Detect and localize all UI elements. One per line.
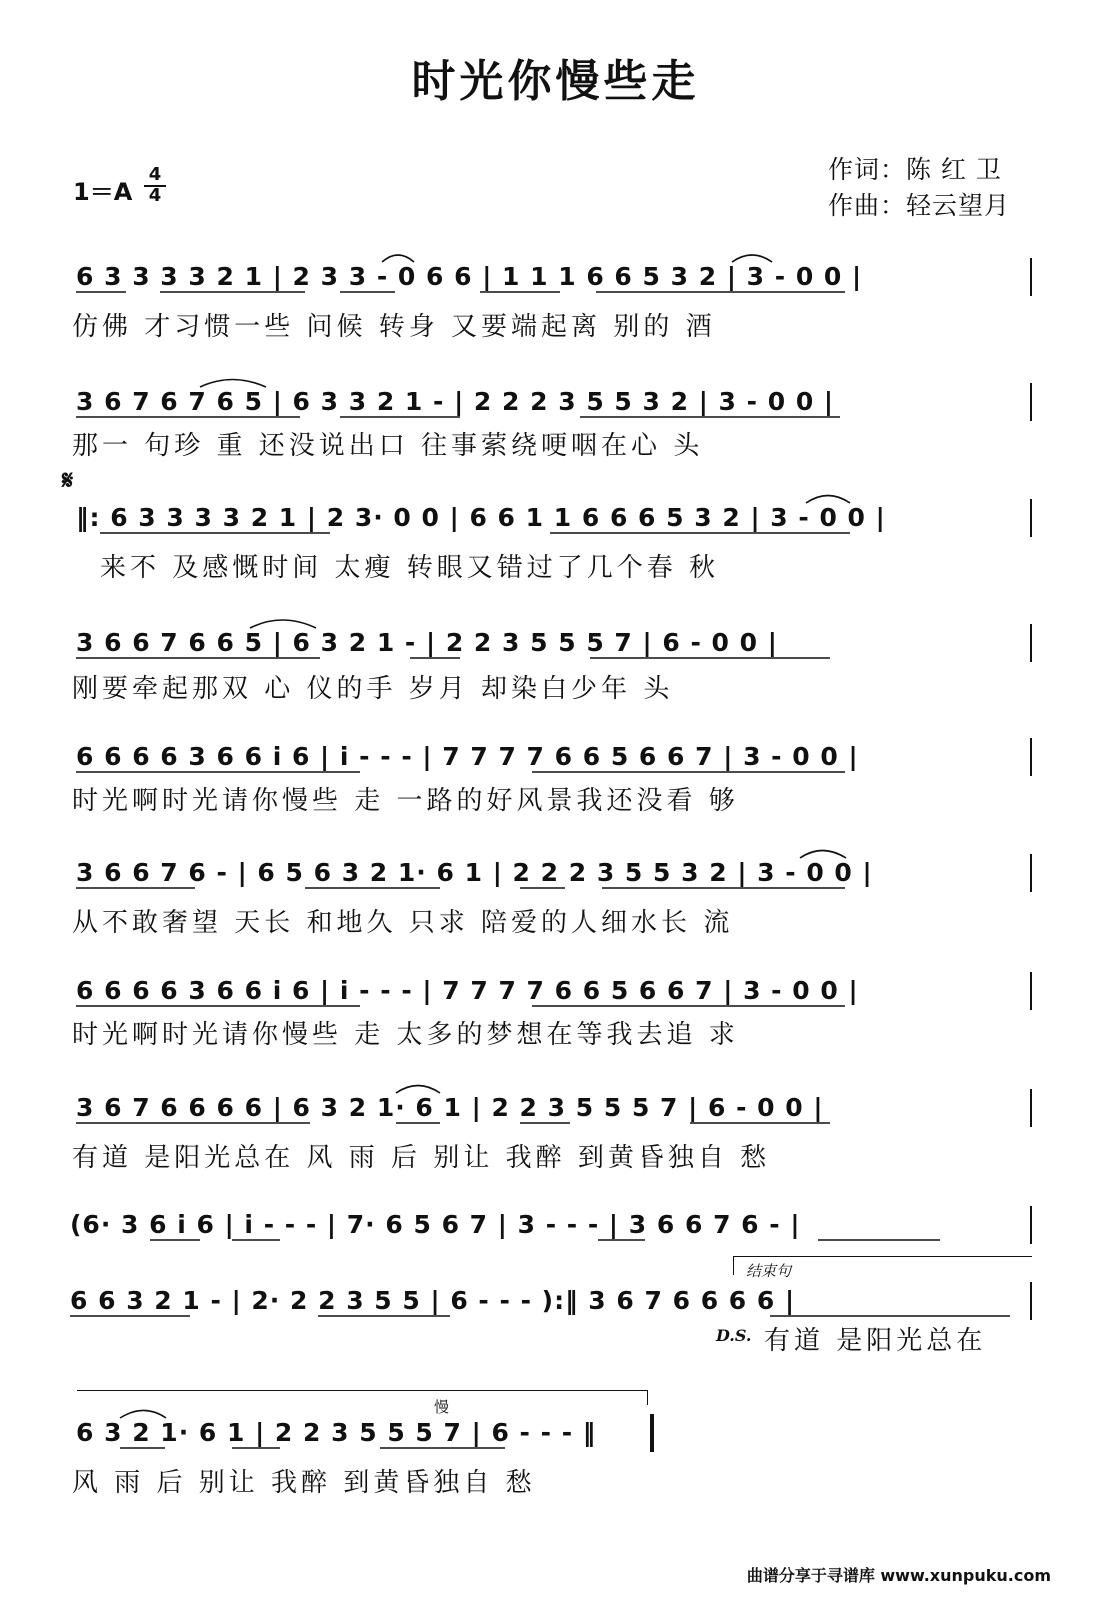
lyricist-credit: 作词：陈 红 卫 (828, 155, 1002, 184)
lyrics-row-7: 时光啊时光请你慢些 走 太多的梦想在等我去追 求 (72, 1020, 739, 1050)
lyrics-row-1: 仿佛 才习惯一些 问候 转身 又要端起离 别的 酒 (72, 312, 716, 342)
notation-row-3: ‖: 6 3 3 3 3 2 1 | 2 3· 0 0 | 6 6 1 1 6 6 6 5 3 2 | 3 - 0 0 | (76, 503, 886, 532)
slurs (120, 255, 850, 1418)
notation-row-1: 6 3 3 3 3 2 1 | 2 3 3 - 0 6 6 | 1 1 1 6 6 5 3 2 | 3 - 0 0 | (76, 262, 863, 291)
lyrics-row-6: 从不敢奢望 天长 和地久 只求 陪爱的人细水长 流 (72, 908, 734, 938)
underlines (70, 292, 1010, 1448)
tempo-slow-mark: 慢 (434, 1398, 450, 1416)
ending-label: 结束句 (746, 1262, 792, 1280)
notation-row-6: 3 6 6 7 6 - | 6 5 6 3 2 1· 6 1 | 2 2 2 3 5 5 3 2 | 3 - 0 0 | (76, 858, 873, 887)
notation-row-11: 6 3 2 1· 6 1 | 2 2 3 5 5 5 7 | 6 - - - ‖ (76, 1418, 597, 1447)
notation-row-7: 6 6 6 6 3 6 6 i 6 | i - - - | 7 7 7 7 6 6 5 6 6 7 | 3 - 0 0 | (76, 976, 859, 1005)
lyrics-row-10: 有道 是阳光总在 (764, 1326, 987, 1356)
lyrics-row-2: 那一 句珍 重 还没说出口 往事萦绕哽咽在心 头 (72, 431, 704, 461)
notation-row-10: 6 6 3 2 1 - | 2· 2 2 3 5 5 | 6 - - - ):‖ 3 6 7 6 6 6 6 | (70, 1286, 796, 1315)
lyrics-row-5: 时光啊时光请你慢些 走 一路的好风景我还没看 够 (72, 786, 739, 816)
notation-row-5: 6 6 6 6 3 6 6 i 6 | i - - - | 7 7 7 7 6 6 5 6 6 7 | 3 - 0 0 | (76, 742, 859, 771)
segno-sign: 𝄋 (62, 466, 74, 496)
time-signature-bottom: 4 (148, 185, 162, 206)
time-signature-top: 4 (144, 166, 166, 187)
ds-marking: D.S. (716, 1326, 752, 1345)
notation-row-4: 3 6 6 7 6 6 5 | 6 3 2 1 - | 2 2 3 5 5 5 7 | 6 - 0 0 | (76, 628, 778, 657)
notation-row-interlude: (6· 3 6 i 6 | i - - - | 7· 6 5 6 7 | 3 - - - | 3 6 6 7 6 - | (70, 1210, 801, 1239)
key-signature: 1＝A (73, 178, 133, 206)
lyrics-row-11: 风 雨 后 别让 我醉 到黄昏独自 愁 (72, 1468, 536, 1498)
song-title: 时光你慢些走 (411, 56, 700, 107)
lyrics-row-8: 有道 是阳光总在 风 雨 后 别让 我醉 到黄昏独自 愁 (72, 1143, 771, 1173)
notation-row-8: 3 6 7 6 6 6 6 | 6 3 2 1· 6 1 | 2 2 3 5 5 5 7 | 6 - 0 0 | (76, 1093, 824, 1122)
lyrics-row-4: 刚要牵起那双 心 仪的手 岁月 却染白少年 头 (72, 674, 674, 704)
footer-source: 曲谱分享于寻谱库 www.xunpuku.com (746, 1566, 1051, 1585)
notation-row-2: 3 6 7 6 7 6 5 | 6 3 3 2 1 - | 2 2 2 3 5 5 3 2 | 3 - 0 0 | (76, 387, 835, 416)
lyrics-row-3: 来不 及感慨时间 太瘦 转眼又错过了几个春 秋 (100, 553, 720, 583)
composer-credit: 作曲：轻云望月 (828, 191, 1011, 220)
